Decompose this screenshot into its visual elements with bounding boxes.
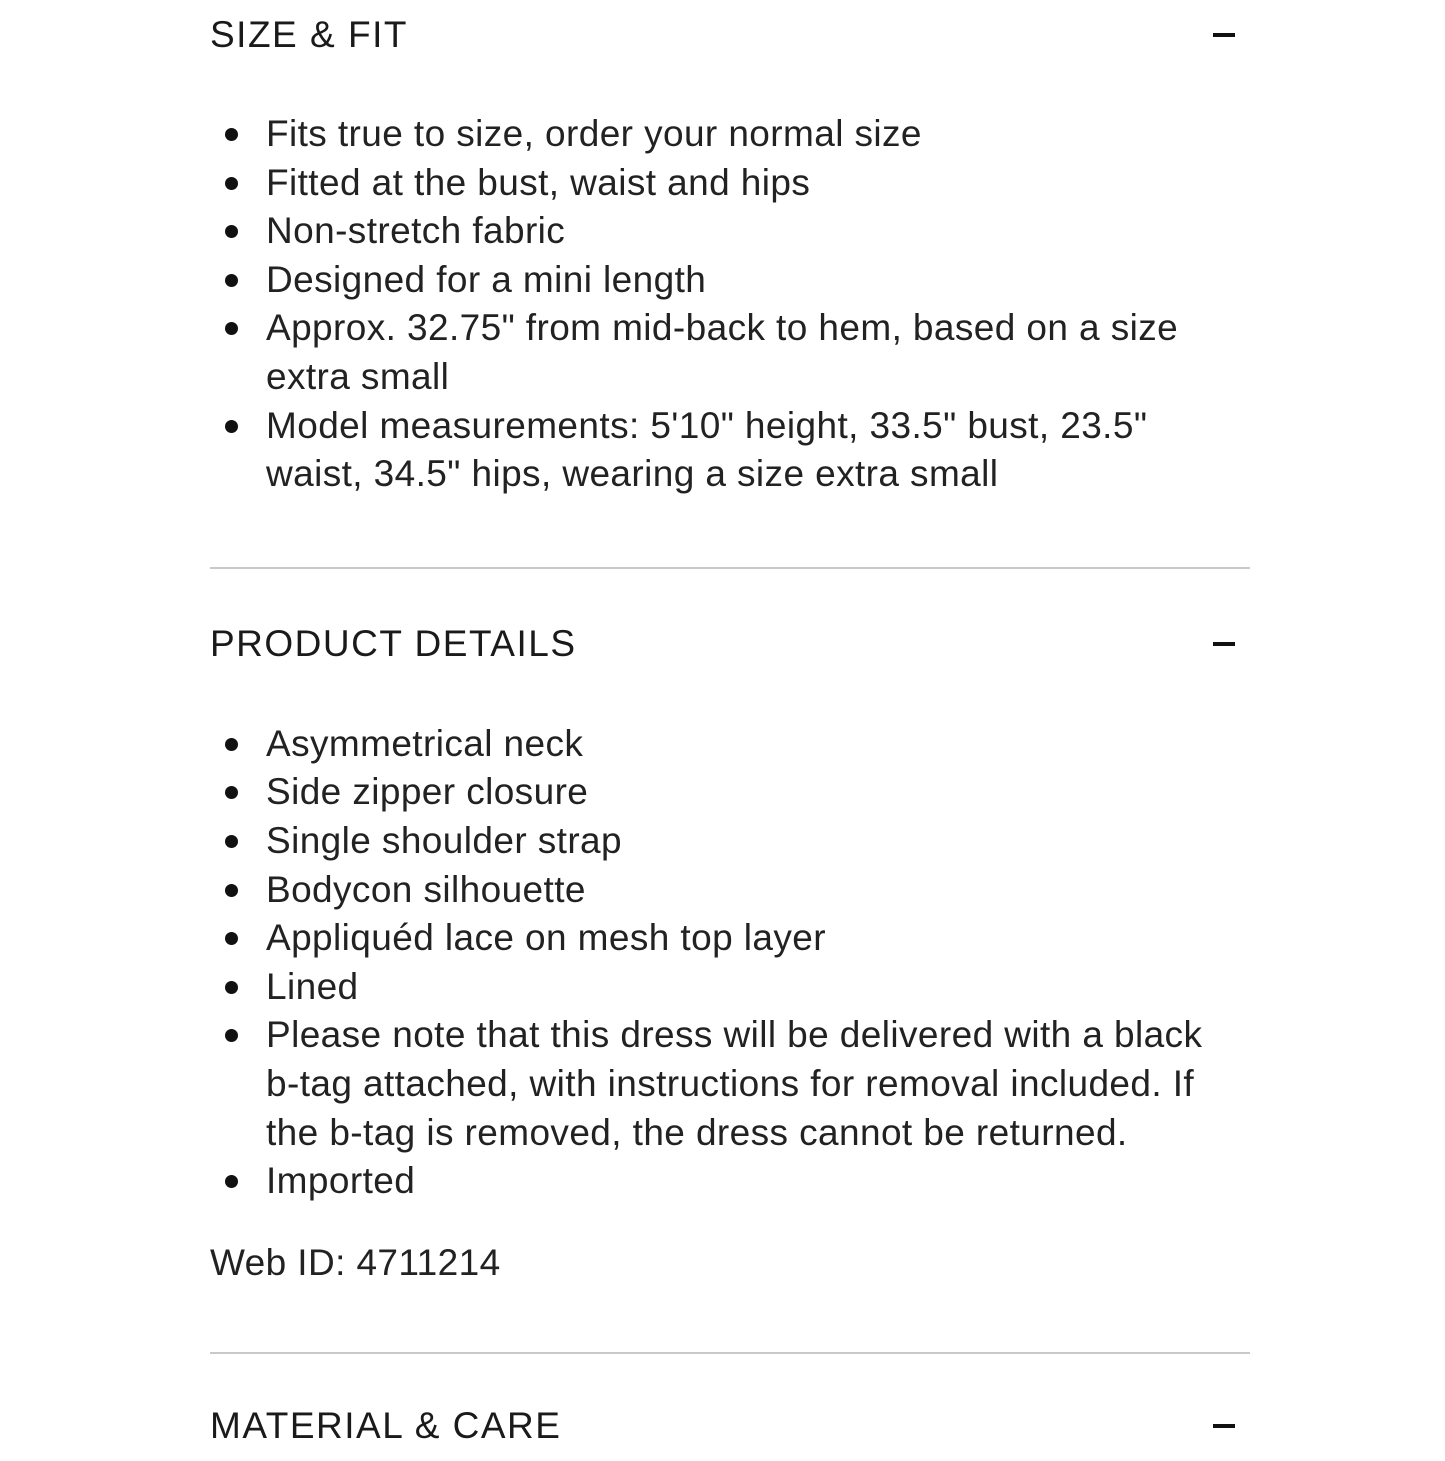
product-info-accordion — [210, 0, 1250, 1461]
list-item: Non-stretch fabric — [210, 207, 1210, 256]
section-divider — [210, 1352, 1250, 1354]
list-item: Please note that this dress will be delivered with a black b-tag attached, with instructions for removal included. If the b-tag is removed, the dress cannot be returned. — [210, 1011, 1230, 1157]
list-item: Side zipper closure — [210, 768, 1230, 817]
bullet-icon — [225, 786, 238, 799]
bullet-icon — [225, 884, 238, 897]
minus-icon[interactable] — [1212, 23, 1236, 47]
list-item: Lined — [210, 963, 1230, 1012]
bullet-icon — [225, 1029, 238, 1042]
bullet-icon — [225, 1175, 238, 1188]
list-item: Fitted at the bust, waist and hips — [210, 159, 1210, 208]
bullet-icon — [225, 128, 238, 141]
list-item: Single shoulder strap — [210, 817, 1230, 866]
list-item: Asymmetrical neck — [210, 720, 1230, 769]
minus-icon[interactable] — [1212, 632, 1236, 656]
bullet-icon — [225, 738, 238, 751]
bullet-icon — [225, 177, 238, 190]
product-details-title: PRODUCT DETAILS — [210, 622, 577, 664]
list-item: Appliquéd lace on mesh top layer — [210, 914, 1230, 963]
bullet-icon — [225, 420, 238, 433]
list-item: Fits true to size, order your normal size — [210, 110, 1210, 159]
list-item: Imported — [210, 1157, 1230, 1206]
bullet-icon — [225, 225, 238, 238]
product-details-list — [210, 720, 1230, 1206]
size-fit-header[interactable] — [210, 0, 1250, 70]
bullet-icon — [225, 835, 238, 848]
size-fit-title: SIZE & FIT — [210, 14, 408, 55]
product-details-header[interactable] — [210, 609, 1250, 679]
bullet-icon — [225, 932, 238, 945]
size-fit-list — [210, 110, 1210, 499]
list-item: Designed for a mini length — [210, 256, 1210, 305]
section-divider — [210, 567, 1250, 569]
web-id: Web ID: 4711214 — [210, 1241, 501, 1283]
bullet-icon — [225, 322, 238, 335]
list-item: Model measurements: 5'10" height, 33.5" bust, 23.5" waist, 34.5" hips, wearing a size extra small — [210, 402, 1210, 499]
material-care-title: MATERIAL & CARE — [210, 1404, 562, 1446]
bullet-icon — [225, 274, 238, 287]
list-item: Bodycon silhouette — [210, 866, 1230, 915]
bullet-icon — [225, 981, 238, 994]
material-care-header[interactable] — [210, 1391, 1250, 1461]
list-item: Approx. 32.75" from mid-back to hem, based on a size extra small — [210, 304, 1210, 401]
minus-icon[interactable] — [1212, 1414, 1236, 1438]
